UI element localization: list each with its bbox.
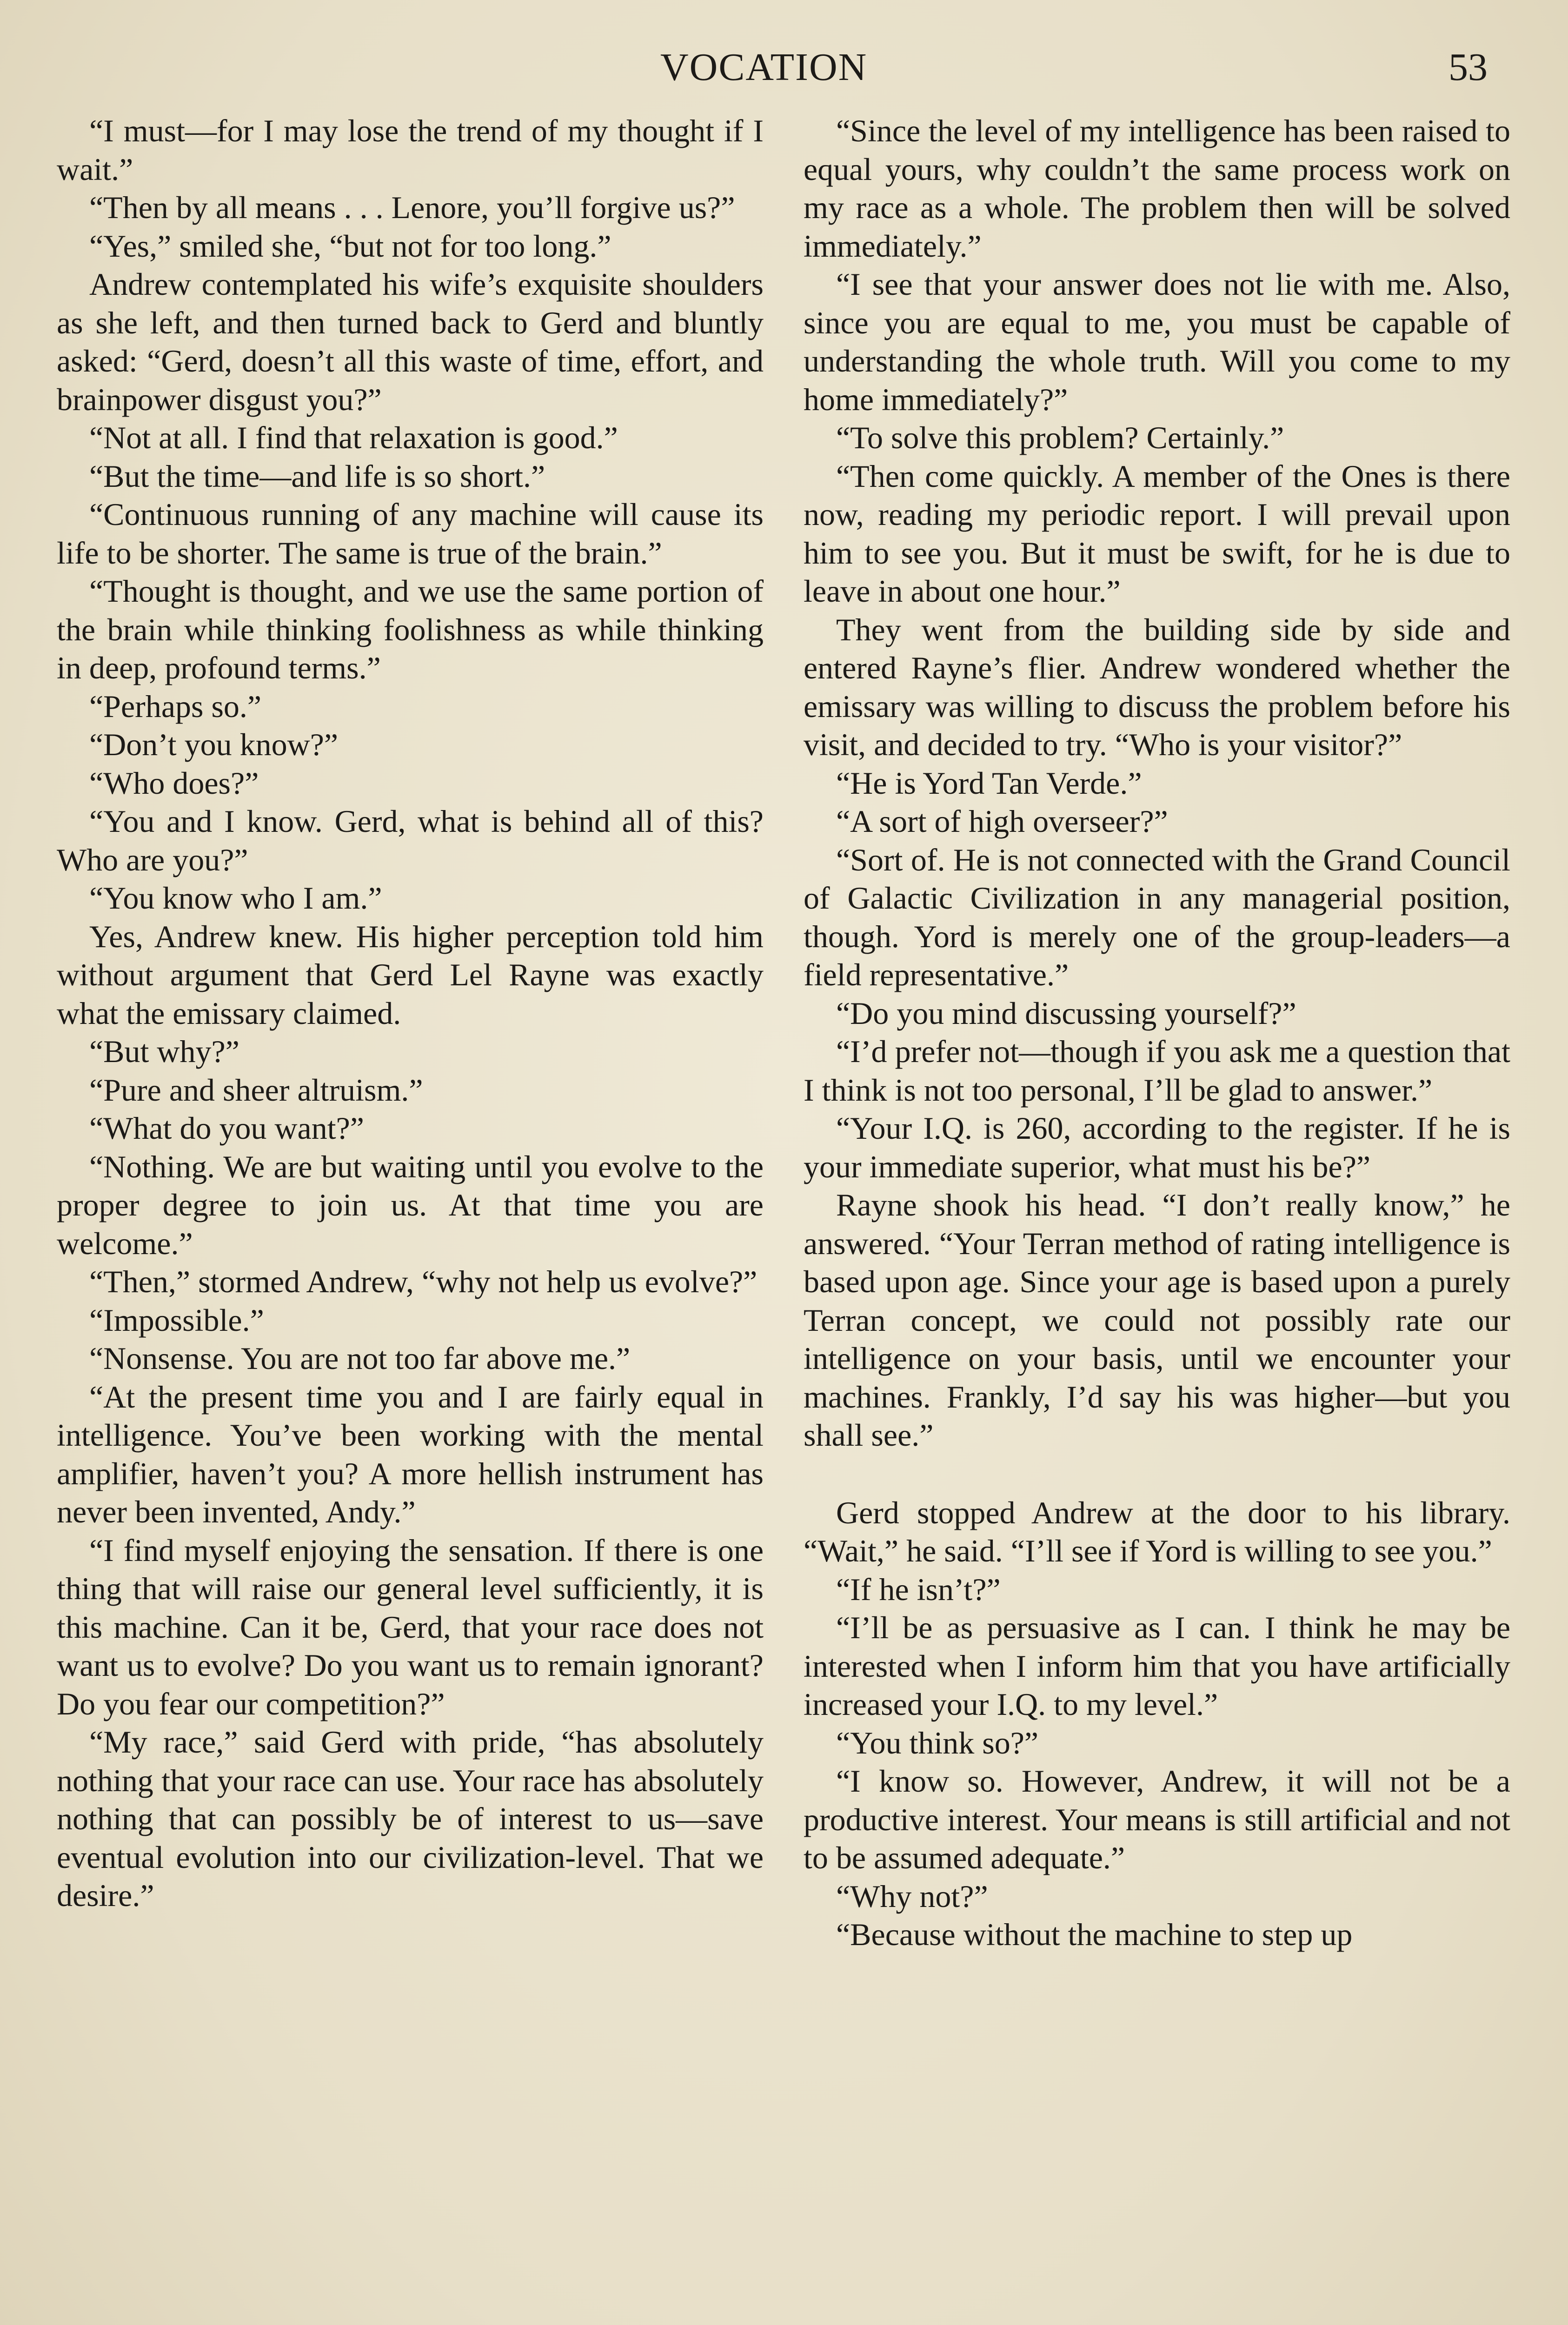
paragraph: “Because without the machine to step up	[836, 1917, 1353, 1952]
paragraph: “But why?”	[89, 1034, 239, 1069]
paragraph: “Your I.Q. is 260, according to the register. If he is your immediate superior, what must his be?”	[804, 1110, 1510, 1184]
paragraph: “Continuous running of any machine will cause its life to be shorter. The same is true of the brain.”	[57, 497, 764, 571]
paragraph: “I must—for I may lose the trend of my thought if I wait.”	[57, 113, 764, 187]
paragraph: Gerd stopped Andrew at the door to his library. “Wait,” he said. “I’ll see if Yord is willing to see you.”	[804, 1495, 1510, 1568]
paragraph: “Not at all. I find that relaxation is good.”	[89, 420, 618, 455]
paragraph: “Sort of. He is not connected with the Grand Council of Galactic Civilization in any managerial position, though. Yord is merely one of the group-leaders—a field representative.”	[804, 842, 1510, 992]
paragraph: “At the present time you and I are fairly equal in intelligence. You’ve been working with the mental amplifier, haven’t you? A more hellish instrument has never been invented, Andy.”	[57, 1379, 764, 1529]
paragraph: “I see that your answer does not lie with me. Also, since you are equal to me, you must be capable of understanding the whole truth. Will you come to my home immediately?”	[804, 266, 1510, 417]
left-column	[57, 112, 764, 2325]
paragraph: Rayne shook his head. “I don’t really know,” he answered. “Your Terran method of rating intelligence is based upon age. Since your age is based upon a purely Terran concept, we could not possibly rate our intelligence on your basis, until we encounter your machines. Frankly, I’d say his was higher—but you shall see.”	[804, 1187, 1510, 1453]
paragraph: Andrew contemplated his wife’s exquisite shoulders as she left, and then turned back to Gerd and bluntly asked: “Gerd, doesn’t all this waste of time, effort, and brainpower disgust you?”	[57, 266, 764, 417]
paragraph: “Nonsense. You are not too far above me.”	[89, 1341, 631, 1376]
paragraph: “Nothing. We are but waiting until you evolve to the proper degree to join us. At that time you are welcome.”	[57, 1149, 764, 1261]
paragraph: “I’d prefer not—though if you ask me a question that I think is not too personal, I’ll be glad to answer.”	[804, 1034, 1510, 1108]
paragraph: “Yes,” smiled she, “but not for too long.”	[89, 228, 611, 264]
paragraph: They went from the building side by side and entered Rayne’s flier. Andrew wondered whether the emissary was willing to discuss the problem before his visit, and decided to try. “Who is your visitor?”	[804, 611, 1510, 762]
right-column	[804, 112, 1510, 2325]
paragraph: “Pure and sheer altruism.”	[89, 1072, 423, 1108]
paragraph: Yes, Andrew knew. His higher perception told him without argument that Gerd Lel Rayne was exactly what the emissary claimed.	[57, 918, 764, 1031]
paragraph: “I know so. However, Andrew, it will not be a productive interest. Your means is still artificial and not to be assumed adequate.”	[804, 1763, 1510, 1875]
paragraph: “Who does?”	[89, 765, 259, 801]
paragraph: “You and I know. Gerd, what is behind all of this? Who are you?”	[57, 804, 764, 877]
running-title: VOCATION	[660, 46, 868, 89]
paragraph: “Perhaps so.”	[89, 688, 262, 724]
paragraph: “My race,” said Gerd with pride, “has absolutely nothing that your race can use. Your race has absolutely nothing that can possibly be of interest to us—save eventual evolution into our civilization-level. That we desire.”	[57, 1724, 764, 1913]
paragraph: “He is Yord Tan Verde.”	[836, 765, 1142, 801]
paragraph: “You think so?”	[836, 1725, 1039, 1760]
paragraph: “I find myself enjoying the sensation. If there is one thing that will raise our general level sufficiently, it is this machine. Can it be, Gerd, that your race does not want us to evolve? Do you want us to remain ignorant? Do you fear our competition?”	[57, 1532, 764, 1721]
paragraph: “I’ll be as persuasive as I can. I think he may be interested when I inform him that you have artificially increased your I.Q. to my level.”	[804, 1610, 1510, 1722]
paragraph: “Then,” stormed Andrew, “why not help us evolve?”	[89, 1264, 757, 1299]
page-number: 53	[1448, 46, 1488, 89]
paragraph: “What do you want?”	[89, 1110, 364, 1146]
paragraph: “Don’t you know?”	[89, 727, 339, 762]
paragraph: “If he isn’t?”	[836, 1571, 1001, 1607]
paragraph: “But the time—and life is so short.”	[89, 458, 545, 494]
paragraph: “Impossible.”	[89, 1302, 264, 1338]
paragraph: “Since the level of my intelligence has been raised to equal yours, why couldn’t the same process work on my race as a whole. The problem then will be solved immediately.”	[804, 113, 1510, 264]
paragraph: “Thought is thought, and we use the same portion of the brain while thinking foolishness as while thinking in deep, profound terms.”	[57, 573, 764, 685]
paragraph: “Why not?”	[836, 1878, 988, 1914]
running-head	[0, 45, 1568, 96]
paragraph: “Do you mind discussing yourself?”	[836, 995, 1296, 1031]
paragraph: “A sort of high overseer?”	[836, 804, 1168, 839]
paragraph: “Then come quickly. A member of the Ones is there now, reading my periodic report. I will prevail upon him to see you. But it must be swift, for he is due to leave in about one hour.”	[804, 458, 1510, 609]
paragraph: “Then by all means . . . Lenore, you’ll forgive us?”	[89, 190, 735, 225]
paragraph: “To solve this problem? Certainly.”	[836, 420, 1284, 455]
paragraph: “You know who I am.”	[89, 880, 382, 916]
